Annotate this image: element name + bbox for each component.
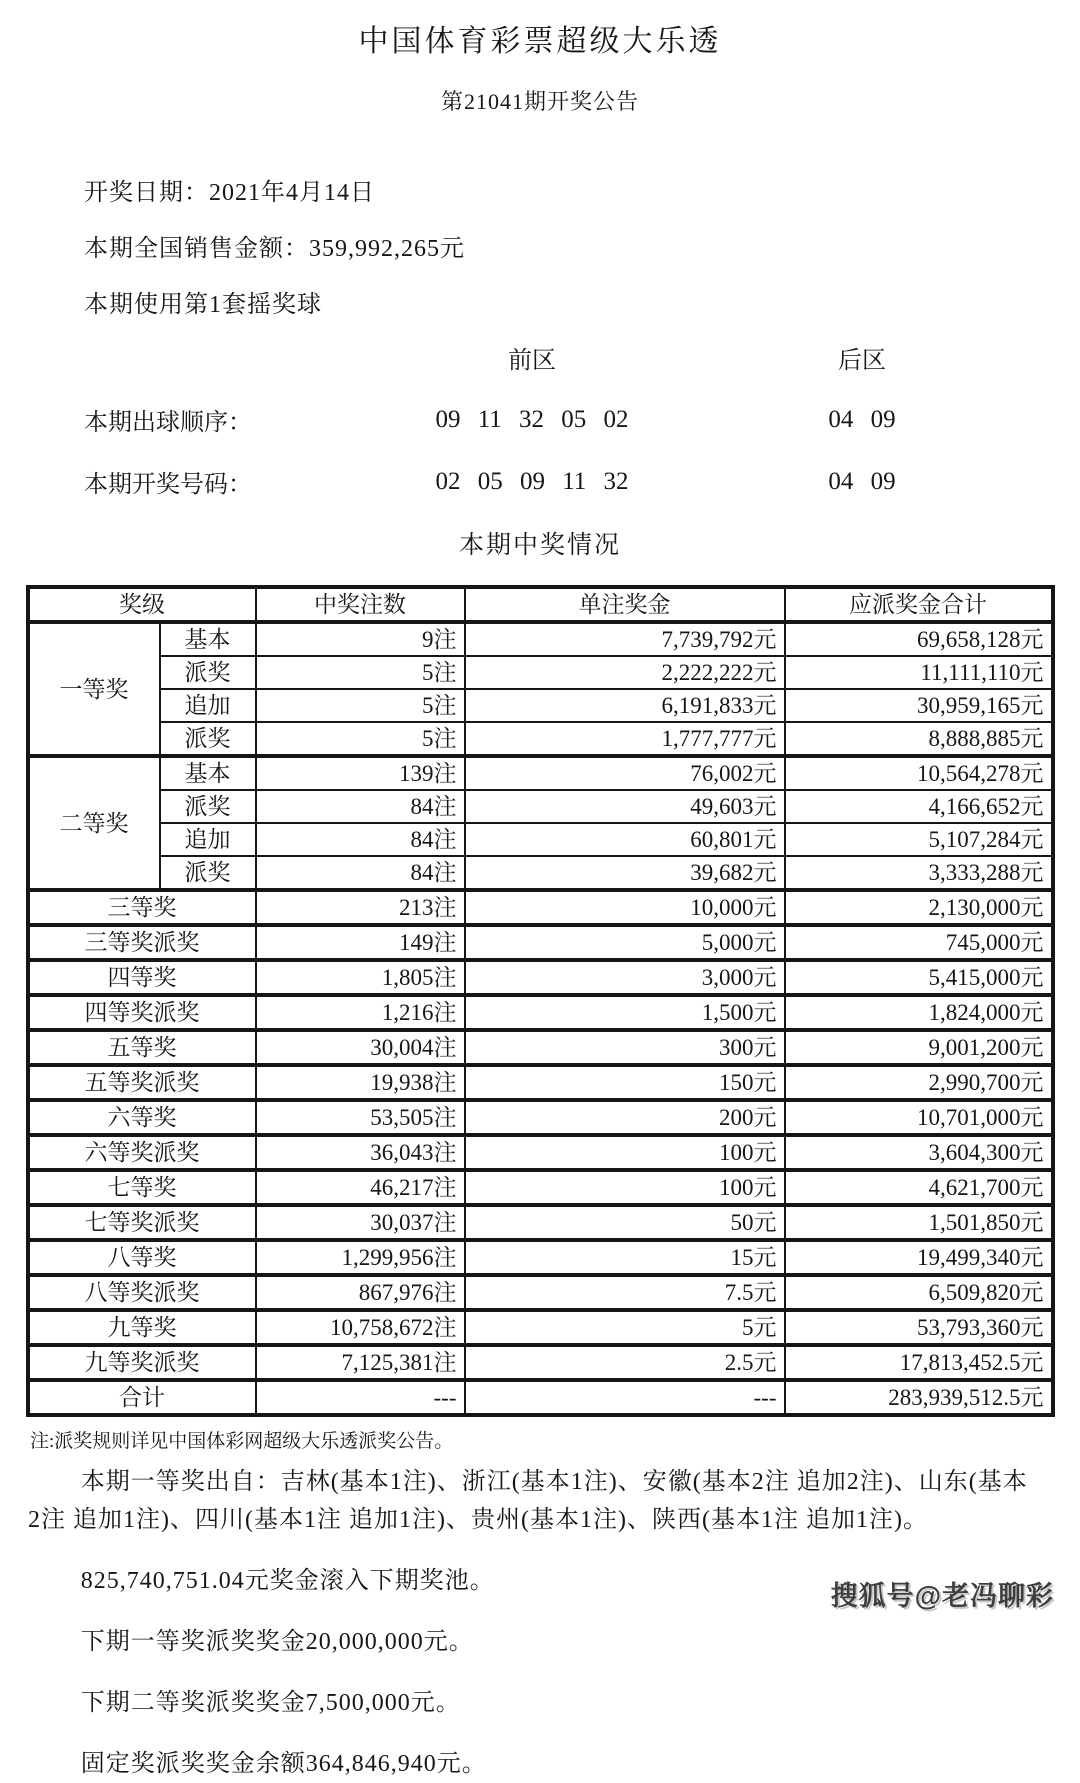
total-payout: 1,501,850元 <box>785 1205 1053 1240</box>
win-count: 30,004注 <box>256 1030 465 1065</box>
prize-level: 八等奖派奖 <box>28 1275 256 1310</box>
single-prize: 39,682元 <box>465 856 785 890</box>
win-count: 9注 <box>256 622 465 656</box>
ball-order-label: 本期出球顺序： <box>84 410 252 436</box>
single-prize: 60,801元 <box>465 823 785 856</box>
prize-subtype: 派奖 <box>160 790 256 823</box>
total-payout: 9,001,200元 <box>785 1030 1053 1065</box>
single-prize: 76,002元 <box>465 756 785 790</box>
col-header-total-payout: 应派奖金合计 <box>785 587 1053 622</box>
total-payout: 5,415,000元 <box>785 960 1053 995</box>
prize-subtype: 追加 <box>160 689 256 722</box>
front-zone-label: 前区 <box>508 348 556 374</box>
next-second-prize-bonus-paragraph: 下期二等奖派奖奖金7,500,000元。 <box>80 1690 461 1716</box>
prize-level: 四等奖 <box>28 960 256 995</box>
ball-order-row <box>0 402 1080 437</box>
prize-subtype: 基本 <box>160 756 256 790</box>
back-zone-label: 后区 <box>838 348 886 374</box>
win-count: 19,938注 <box>256 1065 465 1100</box>
prize-subtype: 追加 <box>160 823 256 856</box>
prize-group-name: 二等奖 <box>28 756 160 890</box>
total-payout: 19,499,340元 <box>785 1240 1053 1275</box>
table-row <box>28 1205 1053 1240</box>
total-payout: 53,793,360元 <box>785 1310 1053 1345</box>
table-row-total <box>28 1380 1053 1415</box>
total-payout: 4,621,700元 <box>785 1170 1053 1205</box>
table-row <box>28 925 1053 960</box>
ball-order-front-numbers: 09 11 32 05 02 <box>435 405 629 433</box>
single-prize: 10,000元 <box>465 890 785 925</box>
table-row <box>28 995 1053 1030</box>
table-row <box>28 790 1053 823</box>
total-payout: 1,824,000元 <box>785 995 1053 1030</box>
single-prize: 49,603元 <box>465 790 785 823</box>
single-prize: 7.5元 <box>465 1275 785 1310</box>
single-prize: 15元 <box>465 1240 785 1275</box>
prize-level: 合计 <box>28 1380 256 1415</box>
single-prize: 6,191,833元 <box>465 689 785 722</box>
table-row <box>28 1275 1053 1310</box>
table-row <box>28 1240 1053 1275</box>
total-payout: 11,111,110元 <box>785 656 1053 689</box>
single-prize: 2,222,222元 <box>465 656 785 689</box>
total-payout: 3,333,288元 <box>785 856 1053 890</box>
total-payout: 2,130,000元 <box>785 890 1053 925</box>
table-row <box>28 856 1053 890</box>
single-prize: 50元 <box>465 1205 785 1240</box>
total-payout: 6,509,820元 <box>785 1275 1053 1310</box>
table-note: 注:派奖规则详见中国体彩网超级大乐透派奖公告。 <box>30 1431 454 1452</box>
total-payout: 283,939,512.5元 <box>785 1380 1053 1415</box>
single-prize: 200元 <box>465 1100 785 1135</box>
prize-level: 五等奖 <box>28 1030 256 1065</box>
total-payout: 3,604,300元 <box>785 1135 1053 1170</box>
prize-level: 三等奖派奖 <box>28 925 256 960</box>
prize-level: 八等奖 <box>28 1240 256 1275</box>
win-count: 84注 <box>256 790 465 823</box>
single-prize: 2.5元 <box>465 1345 785 1380</box>
prize-level: 九等奖 <box>28 1310 256 1345</box>
win-count: 5注 <box>256 689 465 722</box>
page-title: 中国体育彩票超级大乐透 <box>358 25 722 58</box>
ball-order-back-numbers: 04 09 <box>828 405 896 433</box>
prize-level: 六等奖派奖 <box>28 1135 256 1170</box>
total-payout: 4,166,652元 <box>785 790 1053 823</box>
prize-level: 七等奖 <box>28 1170 256 1205</box>
winning-numbers-front: 02 05 09 11 32 <box>435 467 629 495</box>
win-count: 1,299,956注 <box>256 1240 465 1275</box>
prize-level: 九等奖派奖 <box>28 1345 256 1380</box>
total-payout: 10,701,000元 <box>785 1100 1053 1135</box>
win-count: 867,976注 <box>256 1275 465 1310</box>
win-count: 5注 <box>256 722 465 756</box>
win-count: --- <box>256 1380 465 1415</box>
table-row <box>28 1170 1053 1205</box>
win-count: 149注 <box>256 925 465 960</box>
table-row <box>28 722 1053 756</box>
draw-info-block <box>84 172 1080 319</box>
table-row <box>28 1030 1053 1065</box>
single-prize: 1,777,777元 <box>465 722 785 756</box>
total-payout: 745,000元 <box>785 925 1053 960</box>
winning-numbers-row <box>0 464 1080 499</box>
draw-date-line: 开奖日期：2021年4月14日 <box>84 180 375 206</box>
prize-table-header-row <box>28 587 1053 622</box>
win-count: 84注 <box>256 823 465 856</box>
footer-block <box>28 1463 1028 1783</box>
win-count: 7,125,381注 <box>256 1345 465 1380</box>
win-count: 213注 <box>256 890 465 925</box>
win-count: 139注 <box>256 756 465 790</box>
single-prize: 150元 <box>465 1065 785 1100</box>
fixed-prize-balance-paragraph: 固定奖派奖奖金余额364,846,940元。 <box>80 1751 487 1777</box>
prize-level: 六等奖 <box>28 1100 256 1135</box>
prize-subtype: 派奖 <box>160 722 256 756</box>
prize-subtype: 派奖 <box>160 656 256 689</box>
prize-subtype: 派奖 <box>160 856 256 890</box>
table-row <box>28 823 1053 856</box>
prize-group-name: 一等奖 <box>28 622 160 756</box>
single-prize: 5,000元 <box>465 925 785 960</box>
single-prize: --- <box>465 1380 785 1415</box>
col-header-level: 奖级 <box>28 587 256 622</box>
winning-numbers-label: 本期开奖号码： <box>84 472 252 498</box>
table-row <box>28 1310 1053 1345</box>
winning-numbers-back: 04 09 <box>828 467 896 495</box>
win-count: 46,217注 <box>256 1170 465 1205</box>
next-first-prize-bonus-paragraph: 下期一等奖派奖奖金20,000,000元。 <box>80 1629 474 1655</box>
prize-level: 三等奖 <box>28 890 256 925</box>
prize-table-title: 本期中奖情况 <box>458 532 621 559</box>
page-subtitle: 第21041期开奖公告 <box>440 89 639 114</box>
single-prize: 300元 <box>465 1030 785 1065</box>
total-payout: 69,658,128元 <box>785 622 1053 656</box>
table-row <box>28 1345 1053 1380</box>
total-payout: 5,107,284元 <box>785 823 1053 856</box>
single-prize: 3,000元 <box>465 960 785 995</box>
table-row <box>28 960 1053 995</box>
table-row <box>28 1100 1053 1135</box>
table-row <box>28 656 1053 689</box>
sales-amount-line: 本期全国销售金额：359,992,265元 <box>84 236 465 262</box>
first-prize-origin-paragraph: 本期一等奖出自：吉林(基本1注)、浙江(基本1注)、安徽(基本2注 追加2注)、山东(基本2注 追加1注)、四川(基本1注 追加1注)、贵州(基本1注)、陕西(基本1注 追加1注)。 <box>28 1469 1028 1533</box>
col-header-single-prize: 单注奖金 <box>465 587 785 622</box>
win-count: 53,505注 <box>256 1100 465 1135</box>
win-count: 1,805注 <box>256 960 465 995</box>
prize-level: 五等奖派奖 <box>28 1065 256 1100</box>
prize-subtype: 基本 <box>160 622 256 656</box>
table-row <box>28 1135 1053 1170</box>
watermark-text: 搜狐号@老冯聊彩 <box>830 1581 1054 1611</box>
win-count: 36,043注 <box>256 1135 465 1170</box>
col-header-count: 中奖注数 <box>256 587 465 622</box>
table-row <box>28 689 1053 722</box>
single-prize: 1,500元 <box>465 995 785 1030</box>
prize-level: 七等奖派奖 <box>28 1205 256 1240</box>
table-row <box>28 756 1053 790</box>
ball-set-line: 本期使用第1套摇奖球 <box>84 292 322 318</box>
zone-header-row <box>0 340 1080 375</box>
total-payout: 17,813,452.5元 <box>785 1345 1053 1380</box>
table-row <box>28 890 1053 925</box>
prize-table <box>26 585 1055 1417</box>
single-prize: 100元 <box>465 1170 785 1205</box>
win-count: 10,758,672注 <box>256 1310 465 1345</box>
single-prize: 5元 <box>465 1310 785 1345</box>
prize-level: 四等奖派奖 <box>28 995 256 1030</box>
total-payout: 2,990,700元 <box>785 1065 1053 1100</box>
single-prize: 7,739,792元 <box>465 622 785 656</box>
table-row <box>28 1065 1053 1100</box>
table-row <box>28 622 1053 656</box>
total-payout: 30,959,165元 <box>785 689 1053 722</box>
single-prize: 100元 <box>465 1135 785 1170</box>
win-count: 5注 <box>256 656 465 689</box>
rollover-paragraph: 825,740,751.04元奖金滚入下期奖池。 <box>80 1568 495 1594</box>
total-payout: 8,888,885元 <box>785 722 1053 756</box>
total-payout: 10,564,278元 <box>785 756 1053 790</box>
win-count: 1,216注 <box>256 995 465 1030</box>
win-count: 30,037注 <box>256 1205 465 1240</box>
win-count: 84注 <box>256 856 465 890</box>
